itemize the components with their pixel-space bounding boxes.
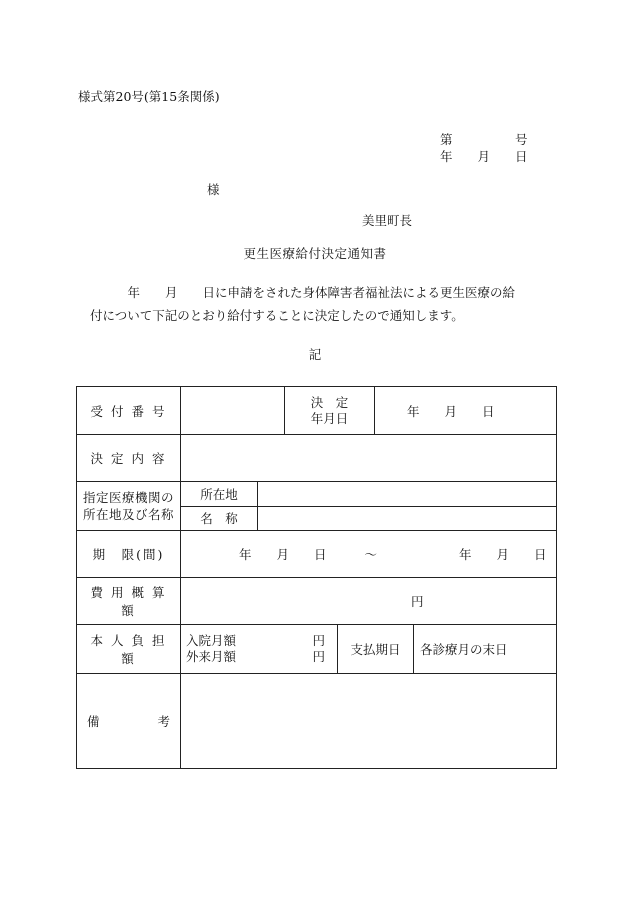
self-burden-row — [181, 625, 557, 674]
self-burden-label: 本 人 負 担 額 — [77, 625, 181, 674]
decision-date-label — [285, 387, 375, 435]
period-field[interactable] — [181, 531, 557, 578]
remarks-label-char2: 考 — [157, 714, 170, 729]
name-field[interactable] — [258, 507, 556, 531]
inpatient-label: 入院月額 — [186, 633, 237, 648]
payment-date-field: 各診療月の末日 — [420, 642, 508, 657]
institution-label — [77, 482, 181, 531]
self-burden-field[interactable] — [181, 625, 338, 673]
sender: 美里町長 — [362, 213, 413, 228]
ki-heading: 記 — [308, 347, 322, 362]
remarks-label — [77, 674, 181, 769]
period-separator: ～ — [364, 547, 378, 562]
remarks-label-char1: 備 — [87, 714, 100, 729]
inpatient-yen: 円 — [312, 633, 325, 648]
decision-date-field[interactable]: 年 月 日 — [375, 387, 557, 435]
addressee: 様 — [207, 182, 220, 197]
name-label: 名 称 — [181, 507, 258, 531]
body-text-line-1: 年 月 日に申請をされた身体障害者福祉法による更生医療の給 — [90, 285, 516, 300]
receipt-number-field[interactable] — [181, 387, 285, 435]
decision-date-label-line2: 年月日 — [310, 410, 349, 426]
payment-date-label: 支払期日 — [338, 625, 414, 673]
period-to: 年 月 日 — [459, 547, 547, 562]
receipt-number-label: 受 付 番 号 — [77, 387, 181, 435]
address-label: 所在地 — [181, 482, 258, 506]
decision-table — [76, 386, 557, 769]
institution-field — [181, 482, 557, 531]
cost-estimate-label: 費 用 概 算 額 — [77, 578, 181, 625]
decision-content-label: 決 定 内 容 — [77, 435, 181, 482]
outpatient-label: 外来月額 — [186, 649, 237, 664]
decision-content-field[interactable] — [181, 435, 557, 482]
period-label: 期 限(間) — [77, 531, 181, 578]
outpatient-yen: 円 — [312, 649, 325, 664]
document-date: 年 月 日 — [440, 149, 528, 164]
document-number: 第 号 — [440, 132, 528, 147]
form-number: 様式第20号(第15条関係) — [78, 89, 220, 104]
document-title: 更生医療給付決定通知書 — [243, 246, 387, 261]
period-from: 年 月 日 — [239, 547, 327, 562]
cost-estimate-field[interactable] — [181, 578, 557, 625]
body-text-line-2: 付について下記のとおり給付することに決定したので通知します。 — [90, 308, 464, 323]
remarks-field[interactable] — [181, 674, 557, 769]
institution-label-line2: 所在地及び名称 — [82, 507, 174, 522]
address-field[interactable] — [258, 482, 556, 506]
institution-label-line1: 指定医療機関の — [82, 490, 174, 505]
cost-yen-unit: 円 — [411, 594, 424, 609]
decision-date-label-line1: 決 定 — [310, 394, 349, 410]
